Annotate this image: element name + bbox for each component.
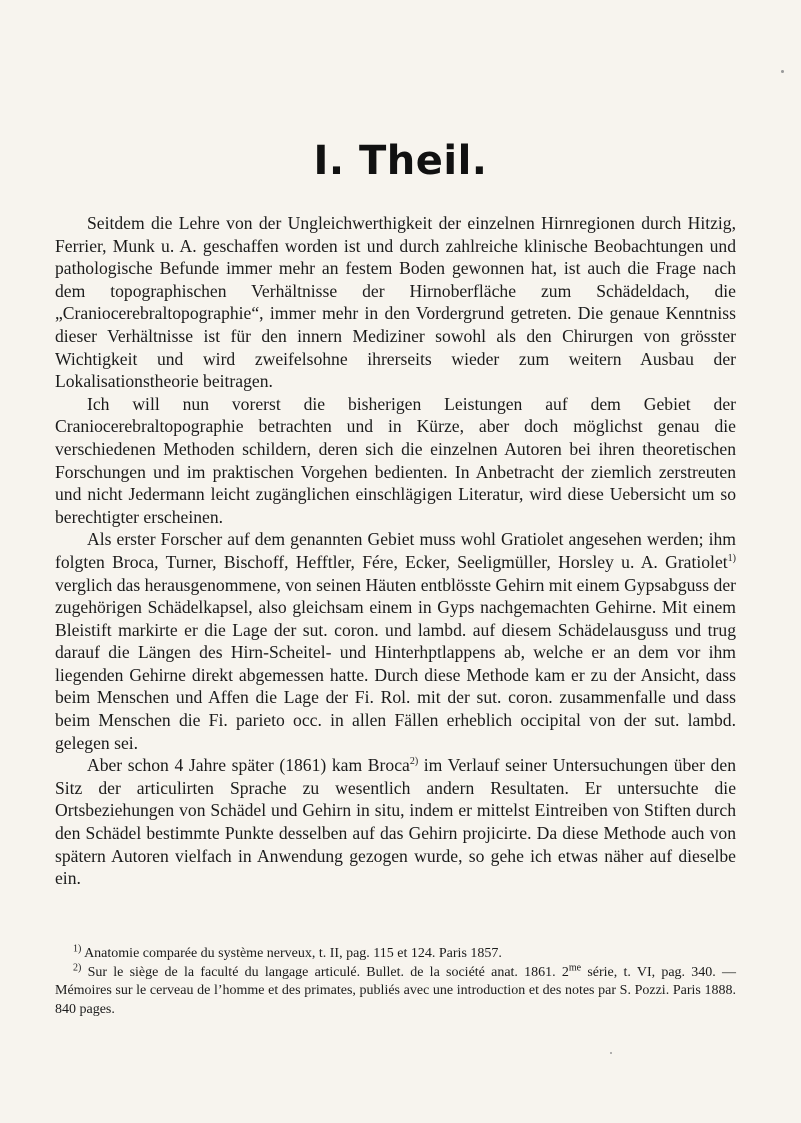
footnote-2-superscript: me xyxy=(568,961,582,973)
paragraph-3-text-b: verglich das herausgenommene, von seinen Häuten entblösste Gehirn mit einem Gypsabguss der zugehörigen Schädelkapsel, also gleichsam einem in Gyps nachgemachten Gehirne. Mit einem Bleistift markirte er die Lage der sut. coron. und lambd. auf diesem Schädelausguss und trug darauf die Längen des Hirn-Scheitel- und Hinterhptlappens ab, welche er an dem vor ihm liegenden Gehirne direkt abgemessen hatte. Durch diese Methode kam er zu der Ansicht, dass beim Menschen und Affen die Lage der Fi. Rol. mit der sut. coron. zusammenfalle und dass beim Menschen die Fi. parieto occ. in allen Fällen erheblich occipital von der sut. lambd. gelegen sei. xyxy=(55,574,736,753)
footnote-1 xyxy=(55,945,736,964)
paragraph-3-text-a: Als erster Forscher auf dem genannten Gebiet muss wohl Gratiolet angesehen werden; ihm folgten Broca, Turner, Bischoff, Hefftler, Fére, Ecker, Seeligmüller, Horsley u. A. Gratiolet xyxy=(55,529,736,572)
paragraph-4-text-a: Aber schon 4 Jahre später (1861) kam Broca xyxy=(87,755,410,776)
footnote-2-text-a: Sur le siège de la faculté du langage articulé. Bullet. de la société anat. 1861. 2 xyxy=(81,964,569,980)
footnotes xyxy=(55,945,736,1019)
paragraph-3 xyxy=(55,528,736,754)
paragraph-4 xyxy=(55,754,736,890)
body-text xyxy=(55,212,736,890)
footnote-1-mark: 1) xyxy=(73,943,82,955)
footnote-ref-1: 1) xyxy=(727,553,736,565)
paragraph-2 xyxy=(55,393,736,529)
paragraph-1-text: Seitdem die Lehre von der Ungleichwerthigkeit der einzelnen Hirnregionen durch Hitzig, Ferrier, Munk u. A. geschaffen worden ist und durch zahlreiche klinische Beobachtungen und pathologische Befunde immer mehr an festem Boden gewonnen hat, ist auch die Frage nach dem topographischen Verhältnisse der Hirnoberfläche zum Schädeldach, die „Craniocerebraltopographie“, immer mehr in den Vordergrund getreten. Die genaue Kenntniss dieser Verhältnisse ist für den innern Mediziner sowohl als den Chirurgen von grösster Wichtigkeit und wird zweifelsohne ihrerseits wieder zum weitern Ausbau der Lokalisationstheorie beitragen. xyxy=(55,213,736,392)
footnote-2-text-b: série, t. VI, pag. 340. — Mémoires sur le cerveau de l’homme et des primates, publiés avec une introduction et des notes par S. Pozzi. Paris 1888. 840 pages. xyxy=(55,964,736,1017)
footnote-1-text: Anatomie comparée du système nerveux, t. II, pag. 115 et 124. Paris 1857. xyxy=(81,946,502,961)
paper-speck xyxy=(610,1052,612,1054)
chapter-heading: I. Theil. xyxy=(313,138,488,184)
footnote-ref-2: 2) xyxy=(409,756,419,768)
paragraph-1 xyxy=(55,212,736,393)
paragraph-2-text: Ich will nun vorerst die bisherigen Leistungen auf dem Gebiet der Craniocerebraltopographie betrachten und in Kürze, aber doch möglichst genau die verschiedenen Methoden schildern, deren sich die einzelnen Autoren bei ihren theoretischen Forschungen und im praktischen Vorgehen bedienten. In Anbetracht der ziemlich zerstreuten und nicht Jedermann leicht zugänglichen einschlägigen Literatur, wird diese Uebersicht um so berechtigter erscheinen. xyxy=(55,393,736,527)
footnote-2 xyxy=(55,961,736,1020)
paper-speck xyxy=(781,70,784,73)
footnote-2-mark: 2) xyxy=(73,961,82,973)
paragraph-4-text-b: im Verlauf seiner Untersuchungen über den Sitz der articulirten Sprache zu wesentlich andern Resultaten. Er untersuchte die Ortsbeziehungen von Schädel und Gehirn in situ, indem er mittelst Eintreiben von Stiften durch den Schädel bestimmte Punkte desselben auf das Gehirn projicirte. Da diese Methode auch von spätern Autoren vielfach in Anwendung gezogen wurde, so gehe ich etwas näher auf dieselbe ein. xyxy=(55,755,736,889)
